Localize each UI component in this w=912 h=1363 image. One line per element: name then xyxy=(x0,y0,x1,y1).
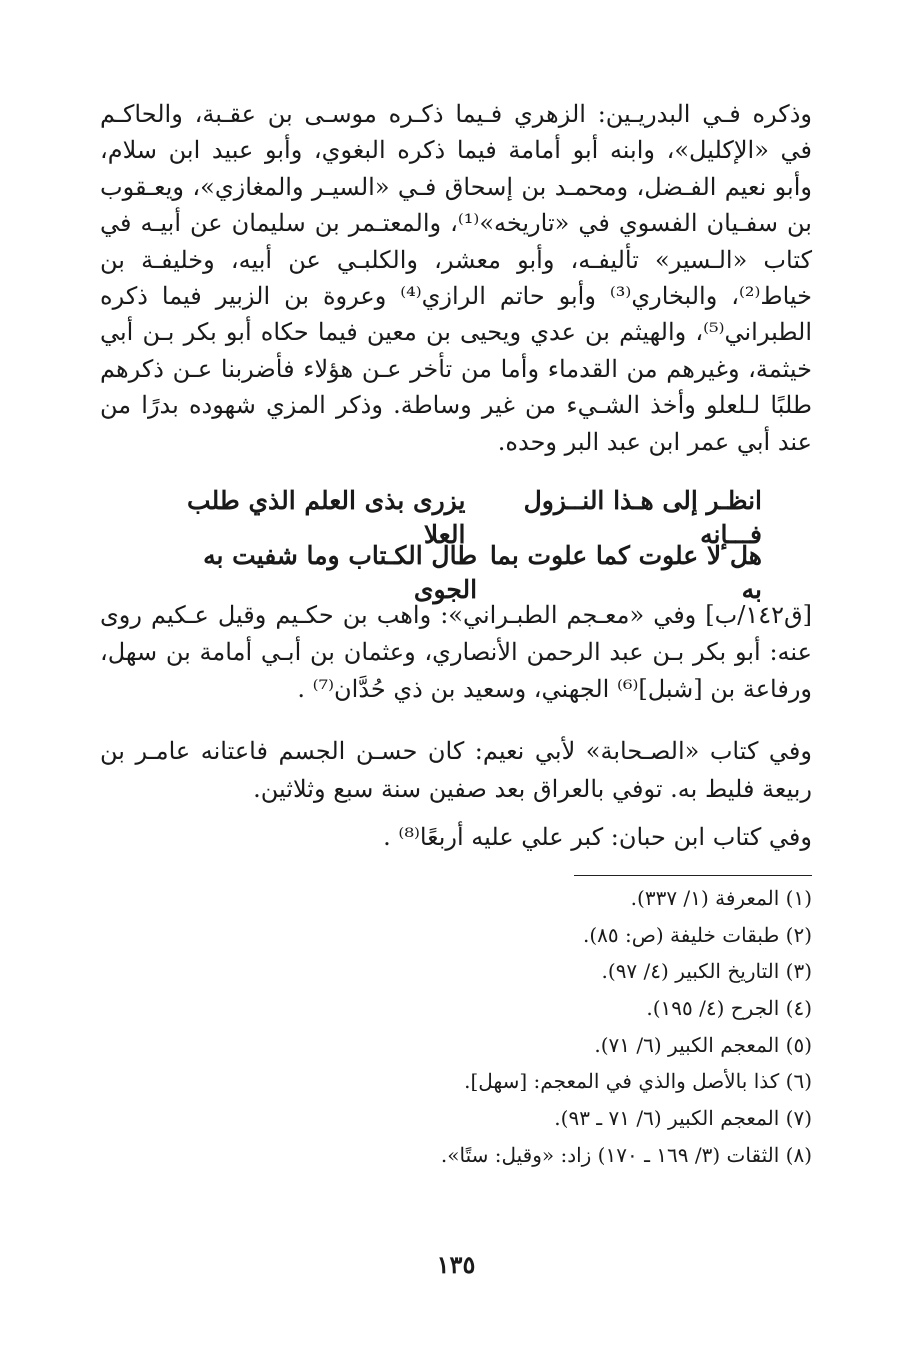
footnote-3: (٣) التاريخ الكبير (٤/ ٩٧). xyxy=(601,959,812,984)
footnote-6: (٦) كذا بالأصل والذي في المعجم: [سهل]. xyxy=(464,1069,812,1094)
tabarani-paragraph: [ق١٤٢/ب] وفي «معـجم الطبـراني»: واهب بن حكـيم وقيل عـكيم روى عنه: أبو بكر بـن عبد الرحمن الأنصاري، وعثمان بن أبـي أمامة بن سهل، ورفاعة بن [شبل]⁽⁶⁾ الجهني، وسعيد بن ذي حُدَّان⁽⁷⁾ . xyxy=(100,601,812,703)
page-number: ١٣٥ xyxy=(436,1250,476,1279)
footnote-1: (١) المعرفة (١/ ٣٣٧). xyxy=(630,886,812,910)
main-paragraph: وذكره فـي البدريـين: الزهري فـيما ذكـره موسـى بن عقـبة، والحاكـم في «الإكليل»، وابنه أبو أمامة فيما ذكره البغوي، وأبو عبيد ابن سلام، وأبو نعيم الفـضل، ومحمـد بن إسحاق فـي «السيـر والمغازي»، ويعـقوب بن سفـيان الفسوي في «تاريخه»⁽¹⁾، والمعتـمر بن سليمان عن أبيـه في كتاب «الـسير» تأليفـه، وأبو معشر، والكلبـي عن أبيه، وخليفـة بن خياط⁽²⁾، والبخاري⁽³⁾ وأبو حاتم الرازي⁽⁴⁾ وعروة بن الزبير فيما ذكره الطبراني⁽⁵⁾، والهيثم بن عدي ويحيى بن معين فيما حكاه أبو بكر بـن أبي خيثمة، وغيرهم من القدماء وأما من تأخر عـن هؤلاء فأضربنا عـن ذكرهم طلبًا لـلعلو وأخذ الشـيء من غير وساطة. وذكر المزي شهوده بدرًا من عند أبي عمر ابن عبد البر وحده. xyxy=(100,100,813,456)
footnote-separator xyxy=(574,875,812,876)
footnote-4: (٤) الجرح (٤/ ١٩٥). xyxy=(646,996,812,1021)
verse-2-second-hemistich: طال الكـتاب وما شفيت به الجوى xyxy=(203,541,478,604)
footnote-8: (٨) الثقات (٣/ ١٦٩ ـ ١٧٠) زاد: «وقيل: ستًا». xyxy=(440,1142,812,1167)
sahaba-paragraph: وفي كتاب «الصـحابة» لأبي نعيم: كان حسـن الجسم فاعتانه عامـر بن ربيعة فليط به. توفي بالعراق بعد صفين سنة سبع وثلاثين. xyxy=(100,737,812,803)
footnote-5: (٥) المعجم الكبير (٦/ ٧١). xyxy=(594,1032,812,1057)
verse-1-first-hemistich: انظـر إلى هـذا النــزول فـــإنه xyxy=(523,486,762,549)
footnote-7: (٧) المعجم الكبير (٦/ ٧١ ـ ٩٣). xyxy=(554,1106,812,1131)
ibn-hibban-paragraph: وفي كتاب ابن حبان: كبر علي عليه أربعًا⁽⁸⁾ . xyxy=(383,823,812,851)
footnotes-list xyxy=(100,880,812,1174)
verse-2-first-hemistich: هل لا علوت كما علوت بما به xyxy=(489,541,762,604)
footnote-2: (٢) طبقات خليفة (ص: ٨٥). xyxy=(582,922,812,947)
verse-1-second-hemistich: يزرى بذى العلم الذي طلب العلا xyxy=(187,486,466,549)
